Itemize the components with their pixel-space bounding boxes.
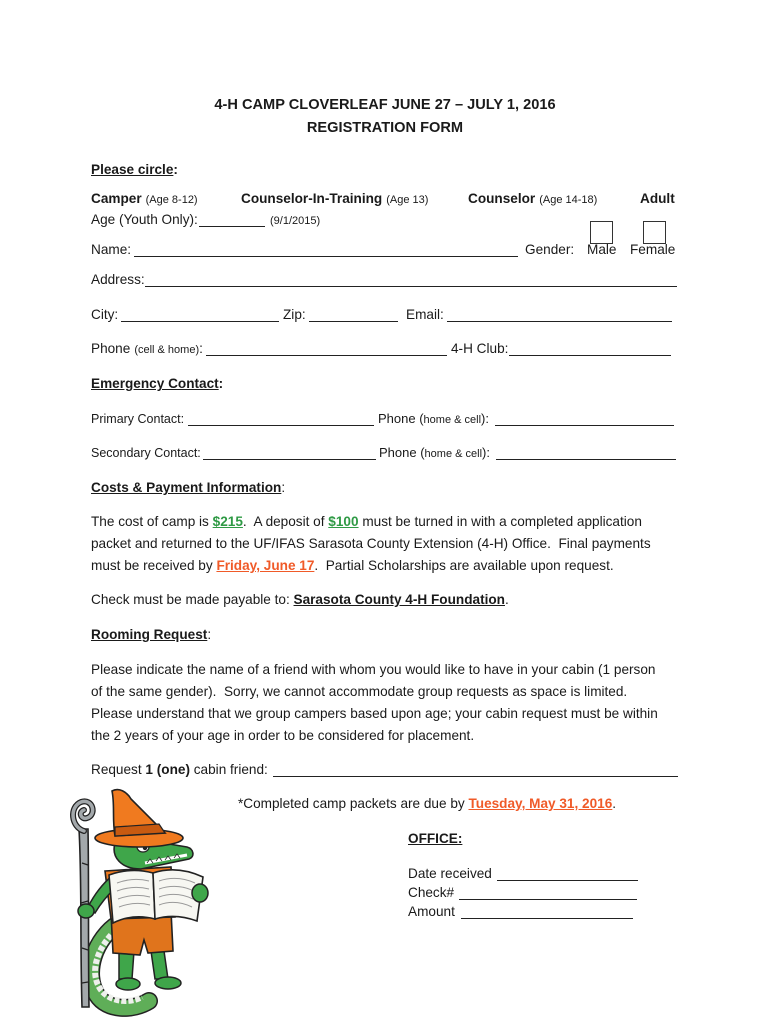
secondary-phone-label-group xyxy=(379,445,490,462)
club-label: 4-H Club: xyxy=(451,341,509,356)
date-received-field[interactable] xyxy=(497,866,638,881)
rooming-paragraph-line-3: Please understand that we group campers based upon age; your cabin request must be within xyxy=(91,706,658,721)
primary-phone-label-group xyxy=(378,411,489,428)
secondary-contact-field[interactable] xyxy=(203,445,376,460)
costs-text: . A deposit of xyxy=(242,514,329,529)
rooming-heading-label: Rooming Request xyxy=(91,627,208,642)
female-checkbox[interactable] xyxy=(643,221,666,244)
costs-text: must be turned in with a completed application xyxy=(358,514,642,529)
primary-phone-note: home & cell xyxy=(423,414,482,426)
option-camper-age: (Age 8-12) xyxy=(145,194,198,206)
amount-label: Amount xyxy=(408,904,455,919)
rooming-paragraph-line-4: the 2 years of your age in order to be considered for placement. xyxy=(91,728,475,743)
phone-label: Phone xyxy=(91,341,131,356)
option-counselor-in-training[interactable] xyxy=(241,191,428,208)
email-field[interactable] xyxy=(447,307,672,322)
primary-phone-field[interactable] xyxy=(495,411,674,426)
costs-heading xyxy=(91,480,285,496)
due-notice-text: *Completed camp packets are due by xyxy=(238,796,469,811)
rooming-paragraph-line-1: Please indicate the name of a friend with whom you would like to have in your cabin (1 person xyxy=(91,662,656,677)
option-counselor[interactable] xyxy=(468,191,597,208)
zip-field[interactable] xyxy=(309,307,398,322)
option-cit-age: (Age 13) xyxy=(386,194,429,206)
costs-heading-colon: : xyxy=(281,480,286,495)
legs xyxy=(116,951,181,990)
check-number-label: Check# xyxy=(408,885,455,900)
wizard-hat xyxy=(95,790,183,847)
check-number-field[interactable] xyxy=(459,885,637,900)
costs-heading-label: Costs & Payment Information xyxy=(91,480,282,495)
secondary-phone-field[interactable] xyxy=(496,445,676,460)
date-received-label: Date received xyxy=(408,866,492,881)
age-label: Age (Youth Only): xyxy=(91,212,198,227)
cabin-friend-text: Request xyxy=(91,762,146,777)
address-field[interactable] xyxy=(145,272,677,287)
city-field[interactable] xyxy=(121,307,279,322)
costs-paragraph-line-1 xyxy=(91,514,642,530)
cabin-friend-text: cabin friend: xyxy=(189,762,272,777)
costs-text: . Partial Scholarships are available upon request. xyxy=(314,558,614,573)
option-adult-label: Adult xyxy=(640,191,675,206)
primary-contact-label: Primary Contact: xyxy=(91,412,185,426)
rooming-heading-colon: : xyxy=(207,627,212,642)
emergency-contact-label: Emergency Contact xyxy=(91,376,219,391)
secondary-phone-note: home & cell xyxy=(424,448,483,460)
name-label: Name: xyxy=(91,242,132,257)
email-label: Email: xyxy=(406,307,444,322)
check-payable-text: Check must be made payable to: xyxy=(91,592,294,607)
final-payment-due-date: Friday, June 17 xyxy=(216,558,315,573)
camp-cost-amount: $215 xyxy=(212,514,243,529)
emergency-contact-colon: : xyxy=(218,376,224,391)
due-notice-text: . xyxy=(612,796,617,811)
amount-field[interactable] xyxy=(461,904,633,919)
option-counselor-age: (Age 14-18) xyxy=(539,194,598,206)
costs-paragraph-line-2: packet and returned to the UF/IFAS Sarasota County Extension (4-H) Office. Final payments xyxy=(91,536,651,551)
option-camper-label: Camper xyxy=(91,191,142,206)
costs-paragraph-line-3 xyxy=(91,558,614,574)
phone-note: (cell & home) xyxy=(134,344,200,356)
phone-colon: : xyxy=(199,341,203,356)
city-label: City: xyxy=(91,307,119,322)
please-circle-colon: : xyxy=(173,162,178,177)
form-subtitle: REGISTRATION FORM xyxy=(306,120,464,136)
open-book xyxy=(109,870,203,923)
option-camper[interactable] xyxy=(91,191,198,208)
form-title: 4-H CAMP CLOVERLEAF JUNE 27 – JULY 1, 2016 xyxy=(214,97,556,113)
cabin-friend-label xyxy=(91,762,272,778)
name-field[interactable] xyxy=(134,242,518,257)
office-heading: OFFICE: xyxy=(408,831,463,846)
payee-name: Sarasota County 4-H Foundation xyxy=(293,592,505,607)
emergency-contact-heading xyxy=(91,376,223,392)
zip-label: Zip: xyxy=(283,307,306,322)
option-cit-label: Counselor-In-Training xyxy=(241,191,383,206)
packet-due-date: Tuesday, May 31, 2016 xyxy=(468,796,613,811)
rooming-paragraph-line-2: of the same gender). Sorry, we cannot accommodate group requests as space is limited. xyxy=(91,684,628,699)
age-date-note: (9/1/2015) xyxy=(270,215,321,227)
gender-female-option: Female xyxy=(630,242,676,257)
check-payable-line xyxy=(91,592,509,608)
right-hand xyxy=(192,884,208,902)
gender-label: Gender: xyxy=(525,242,575,257)
packet-due-notice xyxy=(238,796,616,812)
please-circle-label: Please circle xyxy=(91,162,174,177)
gator-mascot-illustration xyxy=(55,783,215,1020)
phone-label-group xyxy=(91,341,203,358)
cabin-friend-field[interactable] xyxy=(273,762,678,777)
primary-contact-field[interactable] xyxy=(188,411,374,426)
option-adult[interactable] xyxy=(640,191,675,207)
male-checkbox[interactable] xyxy=(590,221,613,244)
costs-text: must be received by xyxy=(91,558,217,573)
deposit-amount: $100 xyxy=(328,514,359,529)
cabin-friend-count: 1 (one) xyxy=(145,762,190,777)
club-field[interactable] xyxy=(509,341,671,356)
rooming-heading xyxy=(91,627,211,643)
address-label: Address: xyxy=(91,272,145,287)
primary-phone-close: ): xyxy=(481,411,489,426)
secondary-contact-label: Secondary Contact: xyxy=(91,446,201,460)
please-circle-heading xyxy=(91,162,178,178)
costs-text: The cost of camp is xyxy=(91,514,213,529)
primary-phone-label: Phone ( xyxy=(378,411,424,426)
age-field[interactable] xyxy=(199,212,265,227)
phone-field[interactable] xyxy=(206,341,447,356)
option-counselor-label: Counselor xyxy=(468,191,536,206)
secondary-phone-label: Phone ( xyxy=(379,445,425,460)
check-payable-text: . xyxy=(504,592,509,607)
gender-male-option: Male xyxy=(587,242,617,257)
secondary-phone-close: ): xyxy=(482,445,490,460)
